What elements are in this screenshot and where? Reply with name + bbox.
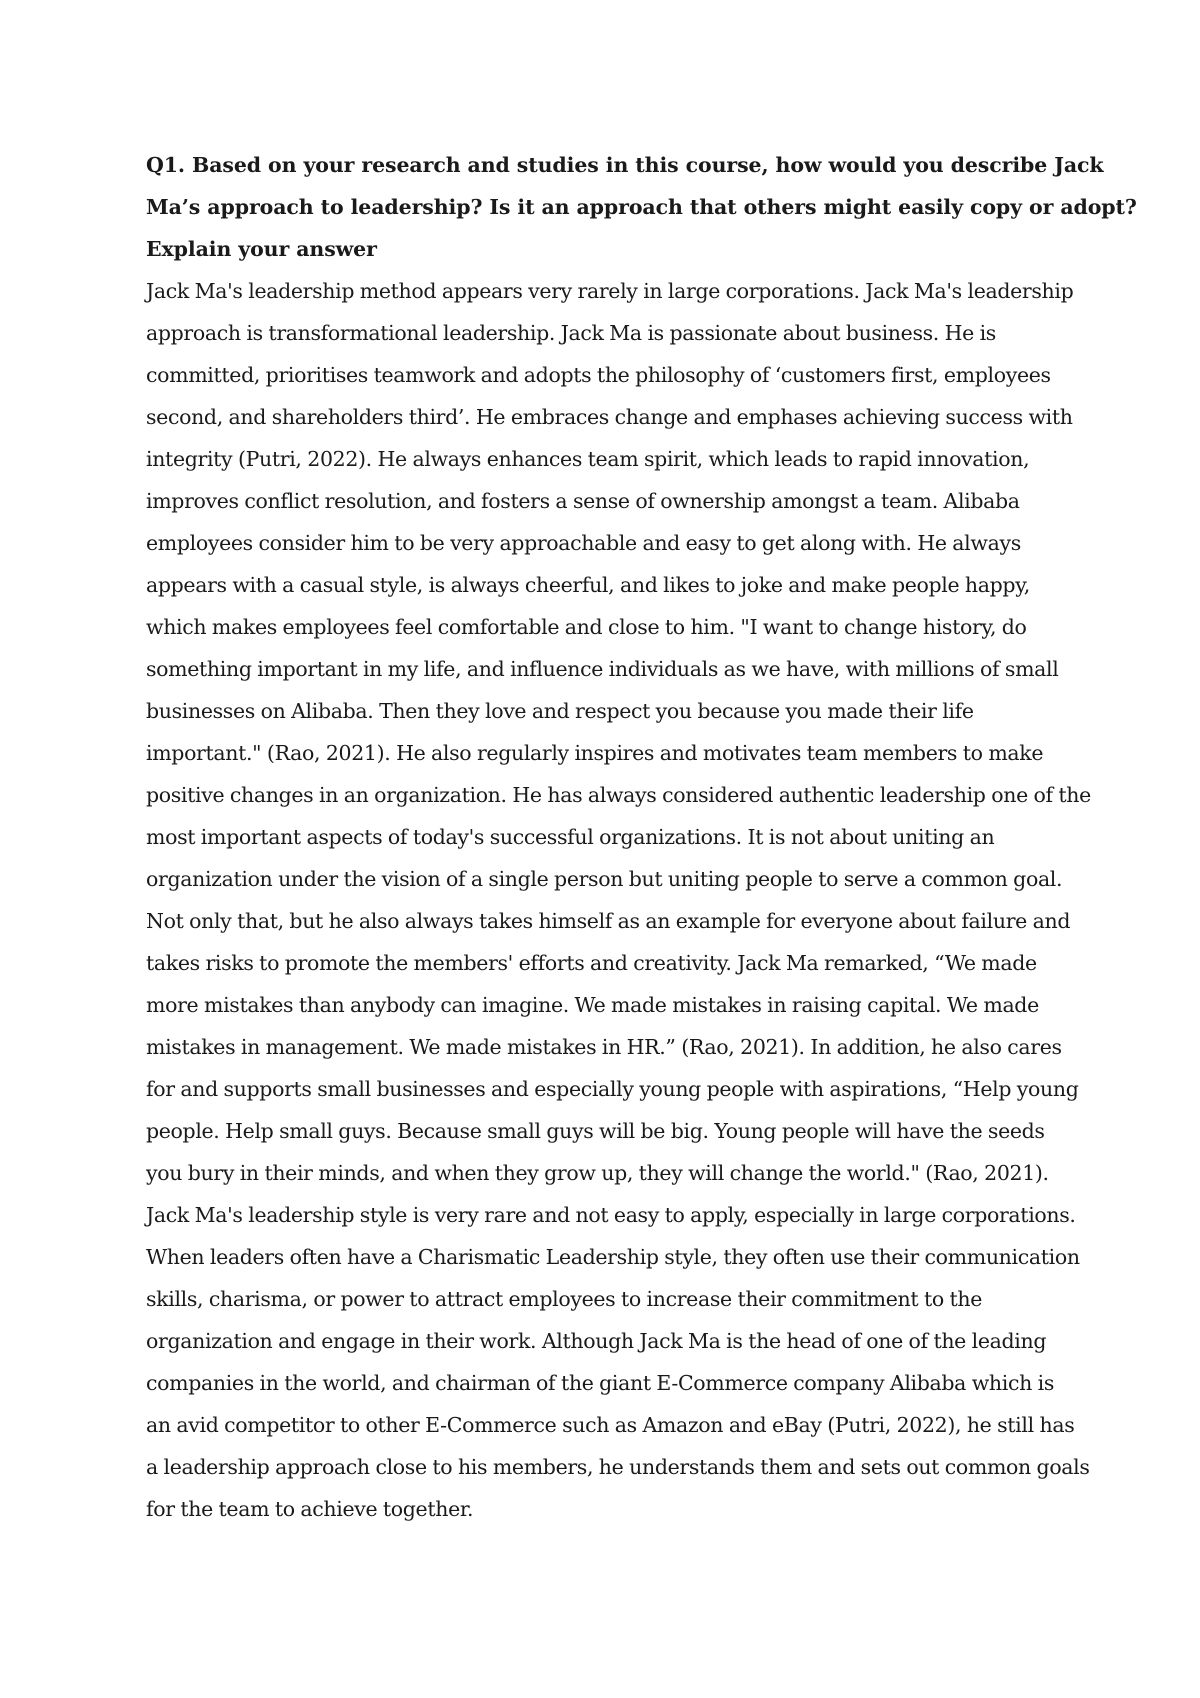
paragraph-line: something important in my life, and influence individuals as we have, with millions of small xyxy=(146,657,1059,681)
paragraph-line: people. Help small guys. Because small guys will be big. Young people will have the seeds xyxy=(146,1119,1045,1143)
paragraph-line: improves conflict resolution, and fosters a sense of ownership amongst a team. Alibaba xyxy=(146,489,1020,513)
heading-line: Q1. Based on your research and studies in this course, how would you describe Jack xyxy=(146,153,1104,177)
answer-paragraph xyxy=(146,270,1091,1530)
paragraph-line: for the team to achieve together. xyxy=(146,1497,474,1521)
paragraph-line: a leadership approach close to his members, he understands them and sets out common goals xyxy=(146,1455,1090,1479)
question-heading xyxy=(146,144,1137,270)
paragraph-line: skills, charisma, or power to attract employees to increase their commitment to the xyxy=(146,1287,983,1311)
paragraph-line: Jack Ma's leadership style is very rare and not easy to apply, especially in large corporations. xyxy=(146,1203,1076,1227)
paragraph-line: appears with a casual style, is always cheerful, and likes to joke and make people happy, xyxy=(146,573,1030,597)
paragraph-line: Jack Ma's leadership method appears very rarely in large corporations. Jack Ma's leadership xyxy=(146,279,1074,303)
paragraph-line: you bury in their minds, and when they grow up, they will change the world." (Rao, 2021). xyxy=(146,1161,1049,1185)
paragraph-line: second, and shareholders third’. He embraces change and emphases achieving success with xyxy=(146,405,1073,429)
paragraph-line: most important aspects of today's successful organizations. It is not about uniting an xyxy=(146,825,995,849)
paragraph-line: more mistakes than anybody can imagine. We made mistakes in raising capital. We made xyxy=(146,993,1039,1017)
paragraph-line: committed, prioritises teamwork and adopts the philosophy of ‘customers first, employees xyxy=(146,363,1051,387)
heading-line: Ma’s approach to leadership? Is it an approach that others might easily copy or adopt? xyxy=(146,195,1137,219)
paragraph-line: positive changes in an organization. He has always considered authentic leadership one of the xyxy=(146,783,1091,807)
paragraph-line: integrity (Putri, 2022). He always enhances team spirit, which leads to rapid innovation, xyxy=(146,447,1030,471)
paragraph-line: businesses on Alibaba. Then they love and respect you because you made their life xyxy=(146,699,974,723)
paragraph-line: takes risks to promote the members' efforts and creativity. Jack Ma remarked, “We made xyxy=(146,951,1037,975)
paragraph-line: organization and engage in their work. Although Jack Ma is the head of one of the leading xyxy=(146,1329,1047,1353)
paragraph-line: approach is transformational leadership. Jack Ma is passionate about business. He is xyxy=(146,321,996,345)
paragraph-line: Not only that, but he also always takes himself as an example for everyone about failure and xyxy=(146,909,1071,933)
document-body xyxy=(146,144,1137,1530)
paragraph-line: organization under the vision of a single person but uniting people to serve a common goal. xyxy=(146,867,1063,891)
paragraph-line: which makes employees feel comfortable and close to him. "I want to change history, do xyxy=(146,615,1027,639)
paragraph-line: important." (Rao, 2021). He also regularly inspires and motivates team members to make xyxy=(146,741,1044,765)
heading-line: Explain your answer xyxy=(146,237,377,261)
paragraph-line: an avid competitor to other E-Commerce such as Amazon and eBay (Putri, 2022), he still has xyxy=(146,1413,1075,1437)
paragraph-line: When leaders often have a Charismatic Leadership style, they often use their communication xyxy=(146,1245,1080,1269)
paragraph-line: employees consider him to be very approachable and easy to get along with. He always xyxy=(146,531,1021,555)
paragraph-line: for and supports small businesses and especially young people with aspirations, “Help young xyxy=(146,1077,1079,1101)
paragraph-line: companies in the world, and chairman of the giant E-Commerce company Alibaba which is xyxy=(146,1371,1055,1395)
paragraph-line: mistakes in management. We made mistakes in HR.” (Rao, 2021). In addition, he also cares xyxy=(146,1035,1062,1059)
